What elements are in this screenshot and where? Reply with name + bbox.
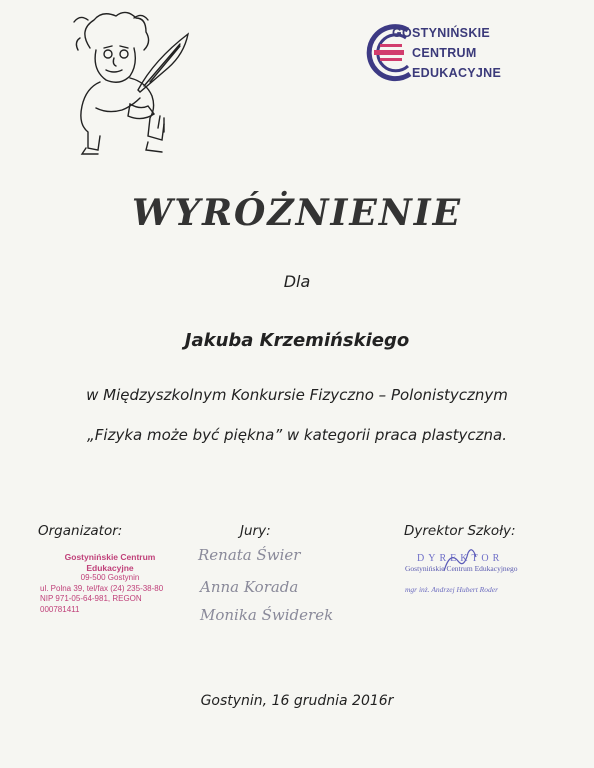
gce-logo-text bbox=[392, 23, 501, 83]
stamp-name: Gostynińskie Centrum Edukacyjne bbox=[64, 552, 156, 573]
logo-line-2: CENTRUM bbox=[412, 46, 477, 60]
director-stamp-person: mgr inż. Andrzej Hubert Roder bbox=[405, 585, 498, 594]
recipient-name: Jakuba Krzemińskiego bbox=[184, 330, 410, 351]
stamp-address: ul. Polna 39, tel/fax (24) 235-38-80 bbox=[40, 583, 164, 593]
director-heading: Dyrektor Szkoły: bbox=[404, 523, 516, 539]
director-stamp-title: DYREKTOR bbox=[417, 553, 504, 564]
category-line: „Fizyka może być piękna” w kategorii praca plastyczna. bbox=[87, 426, 507, 444]
certificate-title: WYRÓŻNIENIE bbox=[131, 192, 463, 234]
logo-line-1: GOSTYNIŃSKIE bbox=[392, 26, 491, 40]
issue-date: Gostynin, 16 grudnia 2016r bbox=[200, 693, 394, 709]
cartoon-drawing bbox=[60, 8, 195, 163]
organizer-heading: Organizator: bbox=[38, 523, 123, 539]
director-signature bbox=[440, 545, 480, 577]
organizer-stamp bbox=[40, 552, 180, 615]
jury-heading: Jury: bbox=[240, 523, 271, 539]
contest-line: w Międzyszkolnym Konkursie Fizyczno – Polonistycznym bbox=[86, 386, 508, 404]
stamp-postal: 09-500 Gostynin bbox=[80, 573, 140, 582]
jury-signature-2: Anna Korada bbox=[200, 578, 299, 596]
director-stamp-institution: Gostynińskie Centrum Edukacyjnego bbox=[405, 564, 518, 573]
stamp-ids: NIP 971-05-64-981, REGON 000781411 bbox=[40, 594, 142, 614]
logo-line-3: EDUKACYJNE bbox=[412, 66, 502, 80]
jury-signature-1: Renata Świer bbox=[198, 546, 301, 564]
jury-signature-3: Monika Świderek bbox=[200, 606, 334, 624]
for-label: Dla bbox=[283, 272, 311, 291]
